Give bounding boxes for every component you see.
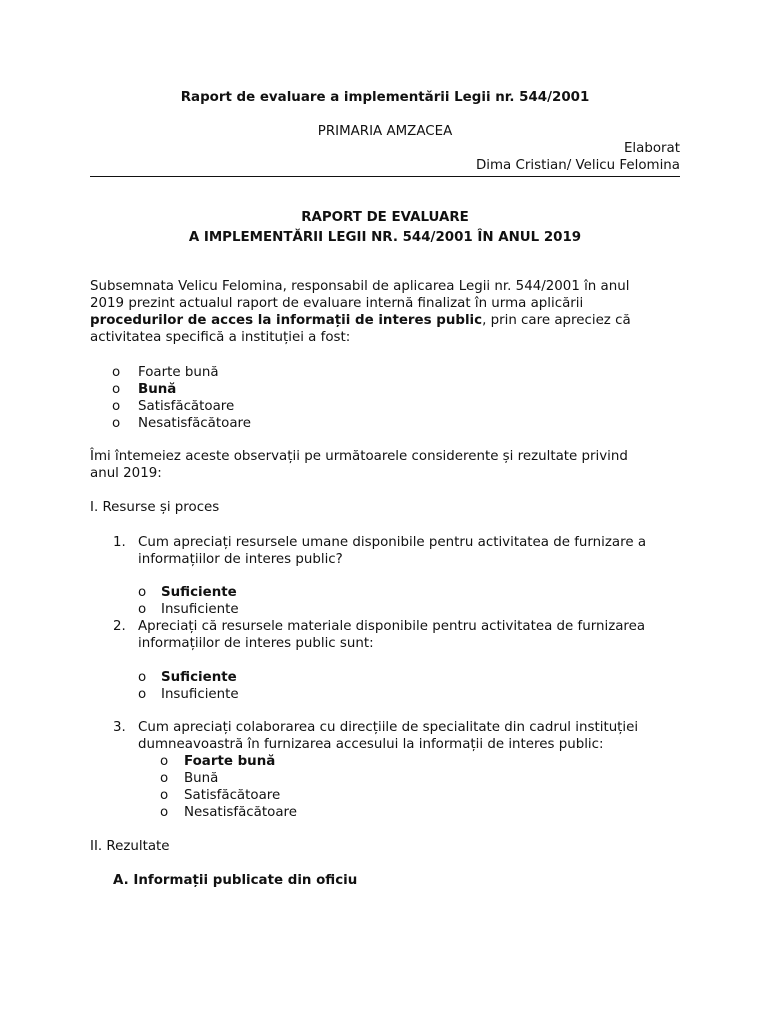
question-text: informațiilor de interes public? <box>138 552 343 567</box>
list-item: Nesatisfăcătoare <box>184 805 297 820</box>
list-item-selected: Bună <box>138 382 177 397</box>
bullet-icon: o <box>138 585 147 600</box>
list-item-selected: Suficiente <box>161 585 237 600</box>
list-item: Insuficiente <box>161 602 239 617</box>
question-text: Cum apreciați resursele umane disponibile pentru activitatea de furnizare a <box>138 535 647 550</box>
list-item: Insuficiente <box>161 687 239 702</box>
list-item: Satisfăcătoare <box>138 399 235 414</box>
intro-line: 2019 prezint actualul raport de evaluare internă finalizat în urma aplicării <box>90 296 584 311</box>
question-number: 2. <box>113 619 126 634</box>
bullet-icon: o <box>112 382 121 397</box>
question-number: 1. <box>113 535 126 550</box>
main-title-line2: A IMPLEMENTĂRII LEGII NR. 544/2001 ÎN ANUL 2019 <box>188 230 582 245</box>
question-text: informațiilor de interes public sunt: <box>138 636 374 651</box>
bullet-icon: o <box>160 771 169 786</box>
question-text: Apreciați că resursele materiale disponibile pentru activitatea de furnizarea <box>138 619 646 634</box>
elaborat-label: Elaborat <box>623 141 680 156</box>
bullet-icon: o <box>160 754 169 769</box>
observations-line: anul 2019: <box>90 466 162 481</box>
intro-line: activitatea specifică a instituției a fost: <box>90 330 351 345</box>
bullet-icon: o <box>160 788 169 803</box>
intro-rest: , prin care apreciez că <box>482 313 631 328</box>
bullet-icon: o <box>138 602 147 617</box>
authors: Dima Cristian/ Velicu Felomina <box>475 158 680 173</box>
list-item: Foarte bună <box>138 365 219 380</box>
list-item: Satisfăcătoare <box>184 788 281 803</box>
bullet-icon: o <box>138 670 147 685</box>
section-heading: II. Rezultate <box>90 839 170 854</box>
document-title: Raport de evaluare a implementării Legii nr. 544/2001 <box>180 90 590 105</box>
intro-line <box>90 312 680 329</box>
question-text: dumneavoastră în furnizarea accesului la informații de interes public: <box>138 737 604 752</box>
question-number: 3. <box>113 720 126 735</box>
bullet-icon: o <box>112 399 121 414</box>
list-item: Bună <box>184 771 219 786</box>
intro-bold-phrase: procedurilor de acces la informații de interes public <box>90 313 483 328</box>
institution-name: PRIMARIA AMZACEA <box>317 124 453 139</box>
section-heading: I. Resurse și proces <box>90 500 220 515</box>
bullet-icon: o <box>138 687 147 702</box>
bullet-icon: o <box>112 365 121 380</box>
bullet-icon: o <box>112 416 121 431</box>
subsection-heading: A. Informații publicate din oficiu <box>113 873 358 888</box>
main-title-line1: RAPORT DE EVALUARE <box>301 210 469 225</box>
list-item: Nesatisfăcătoare <box>138 416 251 431</box>
header-divider <box>90 176 680 177</box>
observations-line: Îmi întemeiez aceste observații pe următoarele considerente și rezultate privind <box>90 449 628 464</box>
bullet-icon: o <box>160 805 169 820</box>
intro-line: Subsemnata Velicu Felomina, responsabil de aplicarea Legii nr. 544/2001 în anul <box>90 279 630 294</box>
list-item-selected: Foarte bună <box>184 754 276 769</box>
list-item-selected: Suficiente <box>161 670 237 685</box>
question-text: Cum apreciați colaborarea cu direcțiile de specialitate din cadrul instituției <box>138 720 639 735</box>
